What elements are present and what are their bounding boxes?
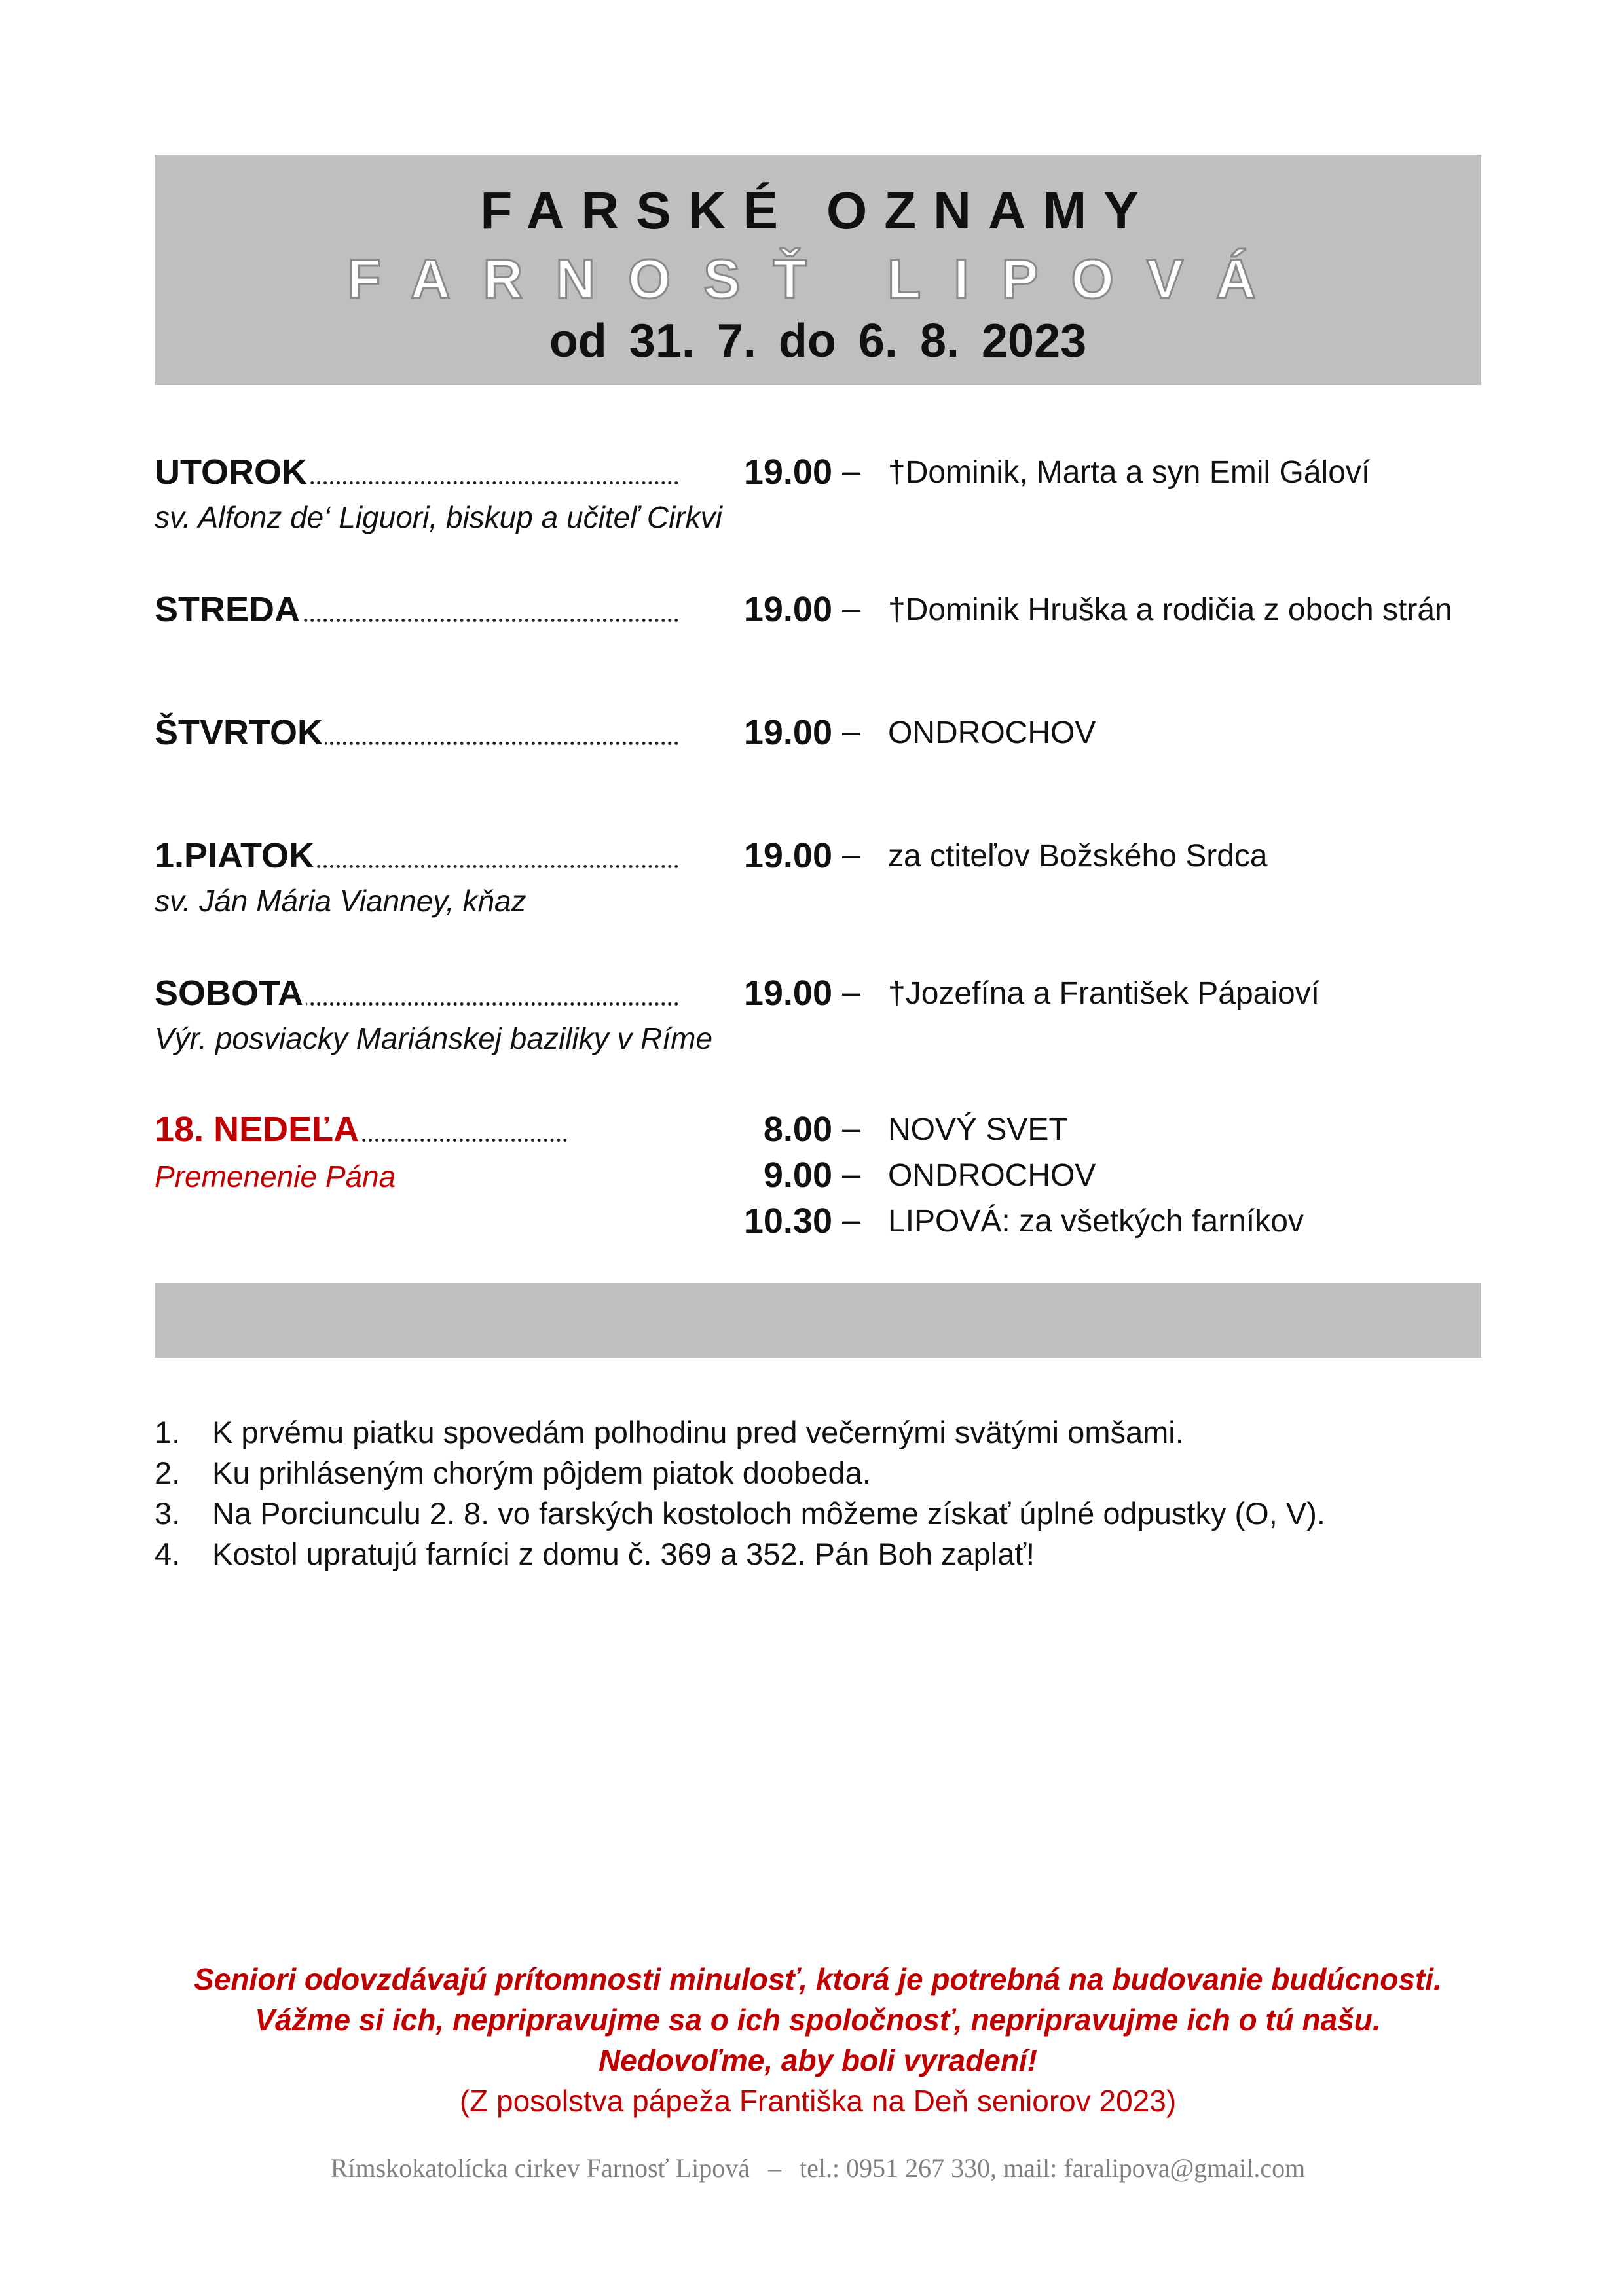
feast-note: Výr. posviacky Mariánskej baziliky v Ríme — [155, 1021, 713, 1055]
dash: – — [842, 1156, 860, 1192]
mass-time: 19.00 — [678, 589, 832, 630]
date-range: od 31. 7. do 6. 8. 2023 — [549, 315, 1087, 367]
mass-intention: ONDROCHOV — [888, 1158, 1096, 1193]
schedule-entry-stvrtok — [155, 712, 1481, 758]
footer-contact: tel.: 0951 267 330, mail: faralipova@gmail.com — [800, 2153, 1306, 2183]
list-item: 4. Kostol upratujú farníci z domu č. 369 a 352. Pán Boh zaplať! — [155, 1537, 1035, 1571]
mass-time: 19.00 — [678, 835, 832, 876]
list-item: 2. Ku prihláseným chorým pôjdem piatok doobeda. — [155, 1455, 871, 1490]
quote-line: Vážme si ich, nepripravujme sa o ich spoločnosť, nepripravujme ich o tú našu. — [255, 2003, 1381, 2037]
mass-intention: †Dominik Hruška a rodičia z oboch strán — [888, 592, 1452, 627]
schedule-entry-utorok — [155, 452, 1481, 537]
page-title: FARSKÉ OZNAMY — [480, 181, 1156, 240]
mass-intention: NOVÝ SVET — [888, 1112, 1068, 1147]
feast-note: sv. Ján Mária Vianney, kňaz — [155, 884, 526, 918]
mass-time: 19.00 — [678, 973, 832, 1013]
day-label: UTOROK — [155, 452, 678, 495]
footer-org: Rímskokatolícka cirkev Farnosť Lipová — [330, 2153, 750, 2183]
mass-intention: za ctiteľov Božského Srdca — [888, 839, 1268, 873]
list-item: 3. Na Porciunculu 2. 8. vo farských kostoloch môžeme získať úplné odpustky (O, V). — [155, 1496, 1325, 1531]
schedule-entry-sobota — [155, 973, 1481, 1058]
mass-time: 10.30 — [678, 1201, 832, 1241]
dash: – — [842, 1110, 860, 1146]
day-label: ŠTVRTOK — [155, 712, 678, 756]
quote-source: (Z posolstva pápeža Františka na Deň seniorov 2023) — [459, 2084, 1177, 2118]
header-banner — [155, 155, 1481, 385]
dash: – — [842, 590, 860, 627]
footer — [155, 2153, 1481, 2183]
mass-intention: †Dominik, Marta a syn Emil Gáloví — [888, 455, 1371, 490]
feast-note: Premenenie Pána — [155, 1159, 396, 1194]
notices-list — [155, 1414, 1481, 1576]
mass-intention: †Jozefína a František Pápaioví — [888, 976, 1320, 1011]
day-label: 18. NEDEĽA — [155, 1109, 567, 1152]
mass-intention: ONDROCHOV — [888, 716, 1096, 750]
list-item: 1. K prvému piatku spovedám polhodinu pred večernými svätými omšami. — [155, 1415, 1184, 1449]
quote-line: Nedovoľme, aby boli vyradení! — [598, 2043, 1038, 2077]
mass-time: 19.00 — [678, 452, 832, 492]
dash: – — [842, 974, 860, 1010]
schedule-entry-streda — [155, 589, 1481, 635]
feast-note: sv. Alfonz de‘ Liguori, biskup a učiteľ Cirkvi — [155, 500, 722, 534]
mass-time: 19.00 — [678, 712, 832, 753]
pope-quote — [155, 1959, 1481, 2121]
mass-time: 9.00 — [678, 1155, 832, 1195]
quote-line: Seniori odovzdávajú prítomnosti minulosť, ktorá je potrebná na budovanie budúcnosti. — [194, 1962, 1442, 1996]
day-label: STREDA — [155, 589, 678, 632]
footer-separator: – — [768, 2153, 782, 2183]
dash: – — [842, 836, 860, 873]
schedule-entry-nedela — [155, 1109, 1481, 1247]
mass-intention: LIPOVÁ: za všetkých farníkov — [888, 1204, 1304, 1239]
day-label: 1.PIATOK — [155, 835, 678, 879]
parish-name: FARNOSŤ LIPOVÁ — [347, 248, 1289, 310]
mass-time: 8.00 — [678, 1109, 832, 1150]
dash: – — [842, 1201, 860, 1238]
day-label: SOBOTA — [155, 973, 678, 1016]
schedule-entry-piatok — [155, 835, 1481, 920]
dash: – — [842, 452, 860, 489]
section-divider — [155, 1283, 1481, 1358]
dash: – — [842, 713, 860, 750]
